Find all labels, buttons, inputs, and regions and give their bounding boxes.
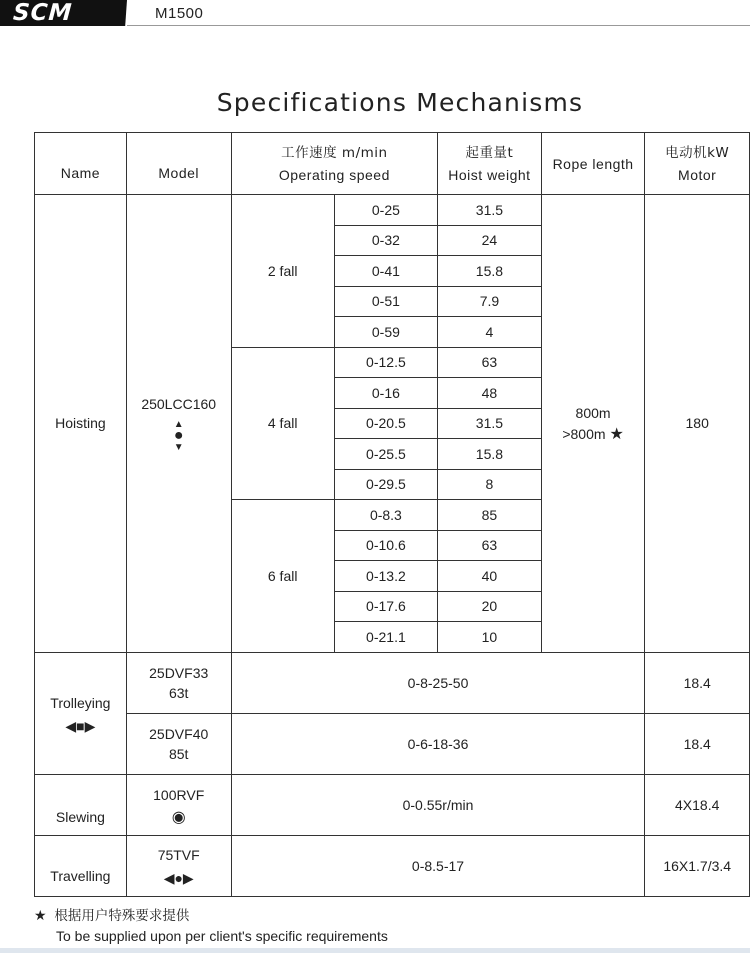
trolleying-name: Trolleying ◀■▶ [35, 652, 127, 774]
star-icon: ★ [609, 425, 624, 443]
speed-cell: 0-8.5-17 [231, 835, 645, 896]
speed-cell: 0-0.55r/min [231, 774, 645, 835]
speed-cell: 0-51 [334, 286, 437, 317]
table-row [35, 774, 750, 835]
col-header-name: Name [35, 133, 127, 195]
weight-cell: 15.8 [438, 439, 542, 470]
spec-table [34, 132, 750, 897]
motor-cell: 4X18.4 [645, 774, 750, 835]
fall-label: 4 fall [231, 347, 334, 500]
page-title: Specifications Mechanisms [216, 88, 584, 117]
weight-cell: 31.5 [438, 195, 542, 226]
table-row [35, 713, 750, 774]
footnote-en: To be supplied upon per client's specific requirements [56, 928, 388, 944]
weight-cell: 15.8 [438, 256, 542, 287]
hoisting-model: 250LCC160 ▲ ● ▼ [126, 195, 231, 653]
travelling-model: 75TVF ◀●▶ [126, 835, 231, 896]
speed-cell: 0-17.6 [334, 591, 437, 622]
speed-cell: 0-25.5 [334, 439, 437, 470]
speed-cell: 0-29.5 [334, 469, 437, 500]
col-header-rope: Rope length [541, 133, 645, 195]
travel-arrows-icon: ◀●▶ [163, 870, 194, 886]
speed-cell: 0-8.3 [334, 500, 437, 531]
hoisting-name: Hoisting [35, 195, 127, 653]
header-divider [127, 25, 750, 26]
weight-cell: 63 [438, 347, 542, 378]
weight-cell: 10 [438, 622, 542, 653]
travelling-name: Travelling [35, 835, 127, 896]
speed-cell: 0-32 [334, 225, 437, 256]
model-code: M1500 [155, 5, 204, 22]
speed-cell: 0-20.5 [334, 408, 437, 439]
rope-length-cell: 800m >800m ★ [541, 195, 645, 653]
star-icon: ★ [34, 907, 47, 923]
speed-cell: 0-41 [334, 256, 437, 287]
rotation-icon: ◉ [171, 808, 186, 826]
up-down-arrow-icon: ▲ ● ▼ [173, 419, 184, 454]
weight-cell: 4 [438, 317, 542, 348]
table-row [35, 652, 750, 713]
motor-cell: 16X1.7/3.4 [645, 835, 750, 896]
table-header-row [35, 133, 750, 195]
weight-cell: 48 [438, 378, 542, 409]
weight-cell: 85 [438, 500, 542, 531]
speed-cell: 0-12.5 [334, 347, 437, 378]
bottom-bar [0, 948, 750, 953]
col-header-speed: 工作速度 m/min Operating speed [231, 133, 437, 195]
col-header-motor: 电动机kW Motor [645, 133, 750, 195]
speed-cell: 0-25 [334, 195, 437, 226]
col-header-model: Model [126, 133, 231, 195]
left-right-arrow-icon: ◀■▶ [65, 717, 96, 734]
footnote [34, 905, 388, 946]
motor-cell: 18.4 [645, 652, 750, 713]
weight-cell: 8 [438, 469, 542, 500]
table-row [35, 195, 750, 226]
weight-cell: 24 [438, 225, 542, 256]
weight-cell: 63 [438, 530, 542, 561]
footnote-cn: 根据用户特殊要求提供 [54, 908, 190, 924]
weight-cell: 31.5 [438, 408, 542, 439]
col-header-weight: 起重量t Hoist weight [438, 133, 542, 195]
trolleying-model: 25DVF33 63t [126, 652, 231, 713]
weight-cell: 20 [438, 591, 542, 622]
weight-cell: 7.9 [438, 286, 542, 317]
speed-cell: 0-8-25-50 [231, 652, 645, 713]
speed-cell: 0-16 [334, 378, 437, 409]
fall-label: 2 fall [231, 195, 334, 348]
speed-cell: 0-10.6 [334, 530, 437, 561]
weight-cell: 40 [438, 561, 542, 592]
fall-label: 6 fall [231, 500, 334, 653]
slewing-model: 100RVF ◉ [126, 774, 231, 835]
trolleying-model: 25DVF40 85t [126, 713, 231, 774]
speed-cell: 0-13.2 [334, 561, 437, 592]
motor-cell: 18.4 [645, 713, 750, 774]
speed-cell: 0-6-18-36 [231, 713, 645, 774]
speed-cell: 0-59 [334, 317, 437, 348]
table-row [35, 835, 750, 896]
hoisting-motor: 180 [645, 195, 750, 653]
brand-logo: SCM [0, 0, 127, 26]
speed-cell: 0-21.1 [334, 622, 437, 653]
slewing-name: Slewing [35, 774, 127, 835]
